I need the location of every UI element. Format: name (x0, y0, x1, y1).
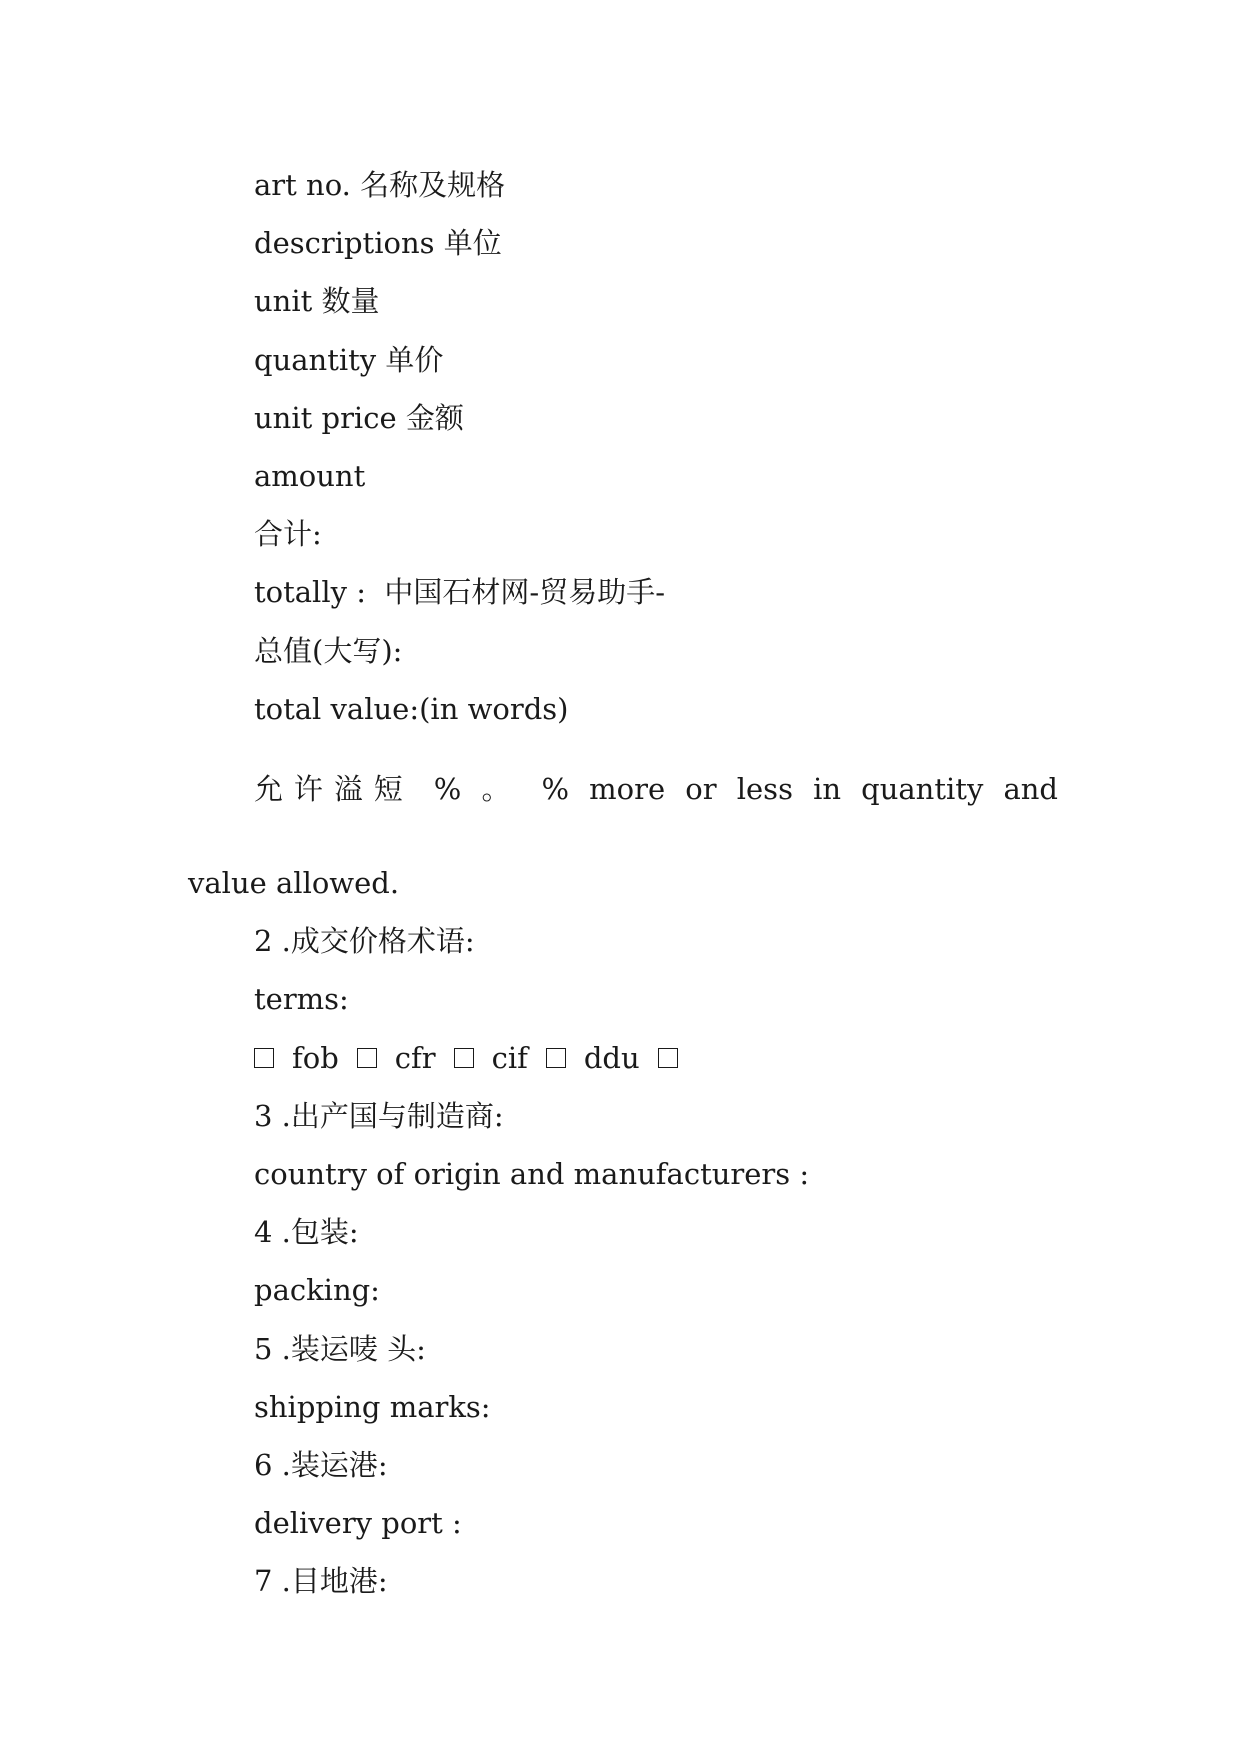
line-unit-price: unit price 金额 (254, 400, 464, 435)
label-cif: cif (491, 1040, 528, 1075)
label-ddu: ddu (583, 1040, 640, 1075)
line-shipping-marks: shipping marks: (254, 1389, 491, 1424)
line-terms: terms: (254, 982, 349, 1017)
checkbox-ddu[interactable] (546, 1048, 566, 1068)
line-art-no: art no. 名称及规格 (254, 168, 506, 202)
checkbox-other[interactable] (658, 1048, 678, 1068)
document-body (188, 156, 1058, 1611)
line-quantity: quantity 单价 (254, 342, 444, 377)
line-country-of-origin: country of origin and manufacturers : (254, 1157, 810, 1191)
line-value-allowed: value allowed. (188, 866, 400, 901)
heading-destination-port: 7 .目地港: (254, 1564, 388, 1599)
heading-shipping-marks: 5 .装运唛 头: (254, 1331, 426, 1366)
heading-packing: 4 .包装: (254, 1215, 359, 1250)
line-amount: amount (254, 458, 366, 493)
terms-checkbox-row (188, 1029, 1058, 1087)
line-delivery-port: delivery port : (254, 1506, 462, 1541)
line-descriptions: descriptions 单位 (254, 226, 502, 261)
line-packing: packing: (254, 1273, 380, 1308)
heading-loading-port: 6 .装运港: (254, 1447, 388, 1482)
line-unit: unit 数量 (254, 284, 380, 319)
checkbox-cif[interactable] (454, 1048, 474, 1068)
checkbox-fob[interactable] (254, 1048, 274, 1068)
line-total-cn: 合计: (254, 517, 322, 552)
heading-price-terms: 2 .成交价格术语: (254, 924, 475, 959)
label-fob: fob (292, 1040, 339, 1075)
line-total-value-en: total value:(in words) (254, 691, 569, 726)
label-cfr: cfr (394, 1040, 436, 1075)
checkbox-cfr[interactable] (357, 1048, 377, 1068)
line-total-value-cn: 总值(大写): (254, 633, 403, 668)
line-totally: totally : 中国石材网-贸易助手- (254, 575, 666, 610)
line-more-or-less: 允许溢短 % 。 % more or less in quantity and (254, 771, 1058, 806)
heading-origin: 3 .出产国与制造商: (254, 1098, 504, 1133)
